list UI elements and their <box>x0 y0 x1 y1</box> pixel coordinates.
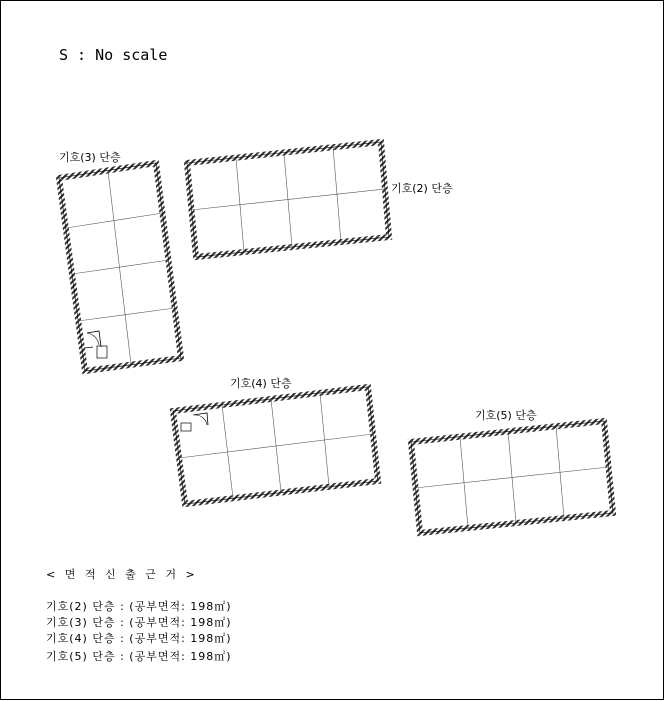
building-5-label: 기호(5) 단층 <box>475 409 537 422</box>
building-4-label: 기호(4) 단층 <box>230 377 292 390</box>
area-basis-line: 기호(4) 단층 : (공부면적: 198㎡) <box>46 632 232 645</box>
area-basis-line: 기호(2) 단층 : (공부면적: 198㎡) <box>46 600 232 613</box>
building-4-plan <box>173 387 378 504</box>
area-basis-title: < 면 적 신 출 근 거 > <box>46 568 198 581</box>
scale-note: S : No scale <box>59 46 168 64</box>
site-plan-drawing <box>1 1 664 701</box>
door-symbol <box>85 331 107 358</box>
building-3-label: 기호(3) 단층 <box>59 151 121 164</box>
building-5-plan <box>411 421 613 533</box>
area-basis-line: 기호(3) 단층 : (공부면적: 198㎡) <box>46 616 232 629</box>
area-basis-line: 기호(5) 단층 : (공부면적: 198㎡) <box>46 650 232 663</box>
building-2-label: 기호(2) 단층 <box>391 182 453 195</box>
building-3-plan <box>59 163 181 371</box>
building-2-plan <box>187 142 389 257</box>
door-symbol <box>181 413 208 431</box>
